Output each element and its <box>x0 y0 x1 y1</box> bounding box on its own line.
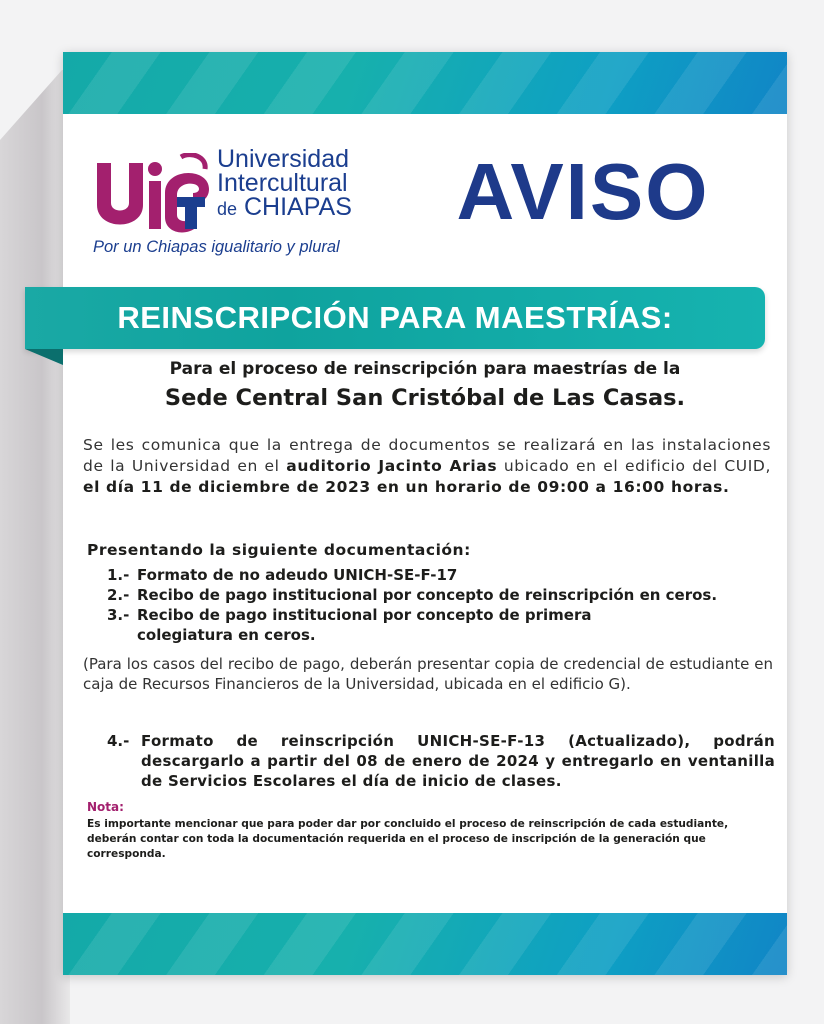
intro-line-2: Sede Central San Cristóbal de Las Casas. <box>164 385 686 411</box>
logo-wordmark <box>217 147 352 221</box>
documents-list <box>107 565 767 645</box>
list-item-4 <box>107 731 775 791</box>
para-text-1: Se les comunica que la entrega de documentos se realizará en las instalaciones de la Universidad en el <box>83 436 771 475</box>
list-item <box>107 605 767 645</box>
logo-line-3: CHIAPAS <box>243 193 352 221</box>
para-bold-2: el día 11 de diciembre de 2023 en un horario de 09:00 a 16:00 horas. <box>83 478 730 496</box>
list-item-text: Recibo de pago institucional por concepto de reinscripción en ceros. <box>137 586 718 604</box>
documents-title: Presentando la siguiente documentación: <box>87 541 471 559</box>
notice-page <box>63 52 787 975</box>
nota-label: Nota: <box>87 800 124 814</box>
list-item-text: Formato de reinscripción UNICH-SE-F-13 (Actualizado), podrán descargarlo a partir del 08 de enero de 2024 y entregarlo en ventanilla de Servicios Escolares el día de inicio de clases. <box>141 732 775 790</box>
list-item <box>107 565 767 585</box>
list-item <box>107 585 767 605</box>
list-item-number: 3.- <box>107 606 130 624</box>
payment-note: (Para los casos del recibo de pago, deberán presentar copia de credencial de estudiante en caja de Recursos Financieros de la Universidad, ubicada en el edificio G). <box>83 655 773 693</box>
para-bold-1: auditorio Jacinto Arias <box>286 457 498 475</box>
logo-line-3-small: de <box>217 199 238 219</box>
list-item-text: Recibo de pago institucional por concepto de primera colegiatura en ceros. <box>137 606 592 644</box>
title-ribbon <box>25 287 765 349</box>
university-logo <box>93 147 423 265</box>
logo-line-1: Universidad <box>217 145 350 173</box>
logo-line-2: Intercultural <box>217 169 348 197</box>
page-shadow <box>0 70 70 1024</box>
intro-line-1: Para el proceso de reinscripción para maestrías de la <box>169 359 681 379</box>
ribbon-title: REINSCRIPCIÓN PARA MAESTRÍAS: <box>117 300 673 335</box>
top-band <box>63 52 787 114</box>
aviso-heading: AVISO <box>456 147 710 236</box>
list-item-number: 2.- <box>107 586 130 604</box>
bottom-band <box>63 913 787 975</box>
list-item-number: 1.- <box>107 566 130 584</box>
nota-text: Es importante mencionar que para poder dar por concluido el proceso de reinscripción de cada estudiante, deberán contar con toda la documentación requerida en el proceso de inscripción de la generación que corresponda. <box>87 818 729 860</box>
list-item-number: 4.- <box>107 732 130 750</box>
logo-slogan: Por un Chiapas igualitario y plural <box>93 238 340 256</box>
list-item-text: Formato de no adeudo UNICH-SE-F-17 <box>137 566 458 584</box>
announcement-paragraph <box>83 435 771 498</box>
para-text-2: ubicado en el edificio del CUID, <box>497 457 771 475</box>
unich-logo-mark-icon <box>93 153 213 233</box>
